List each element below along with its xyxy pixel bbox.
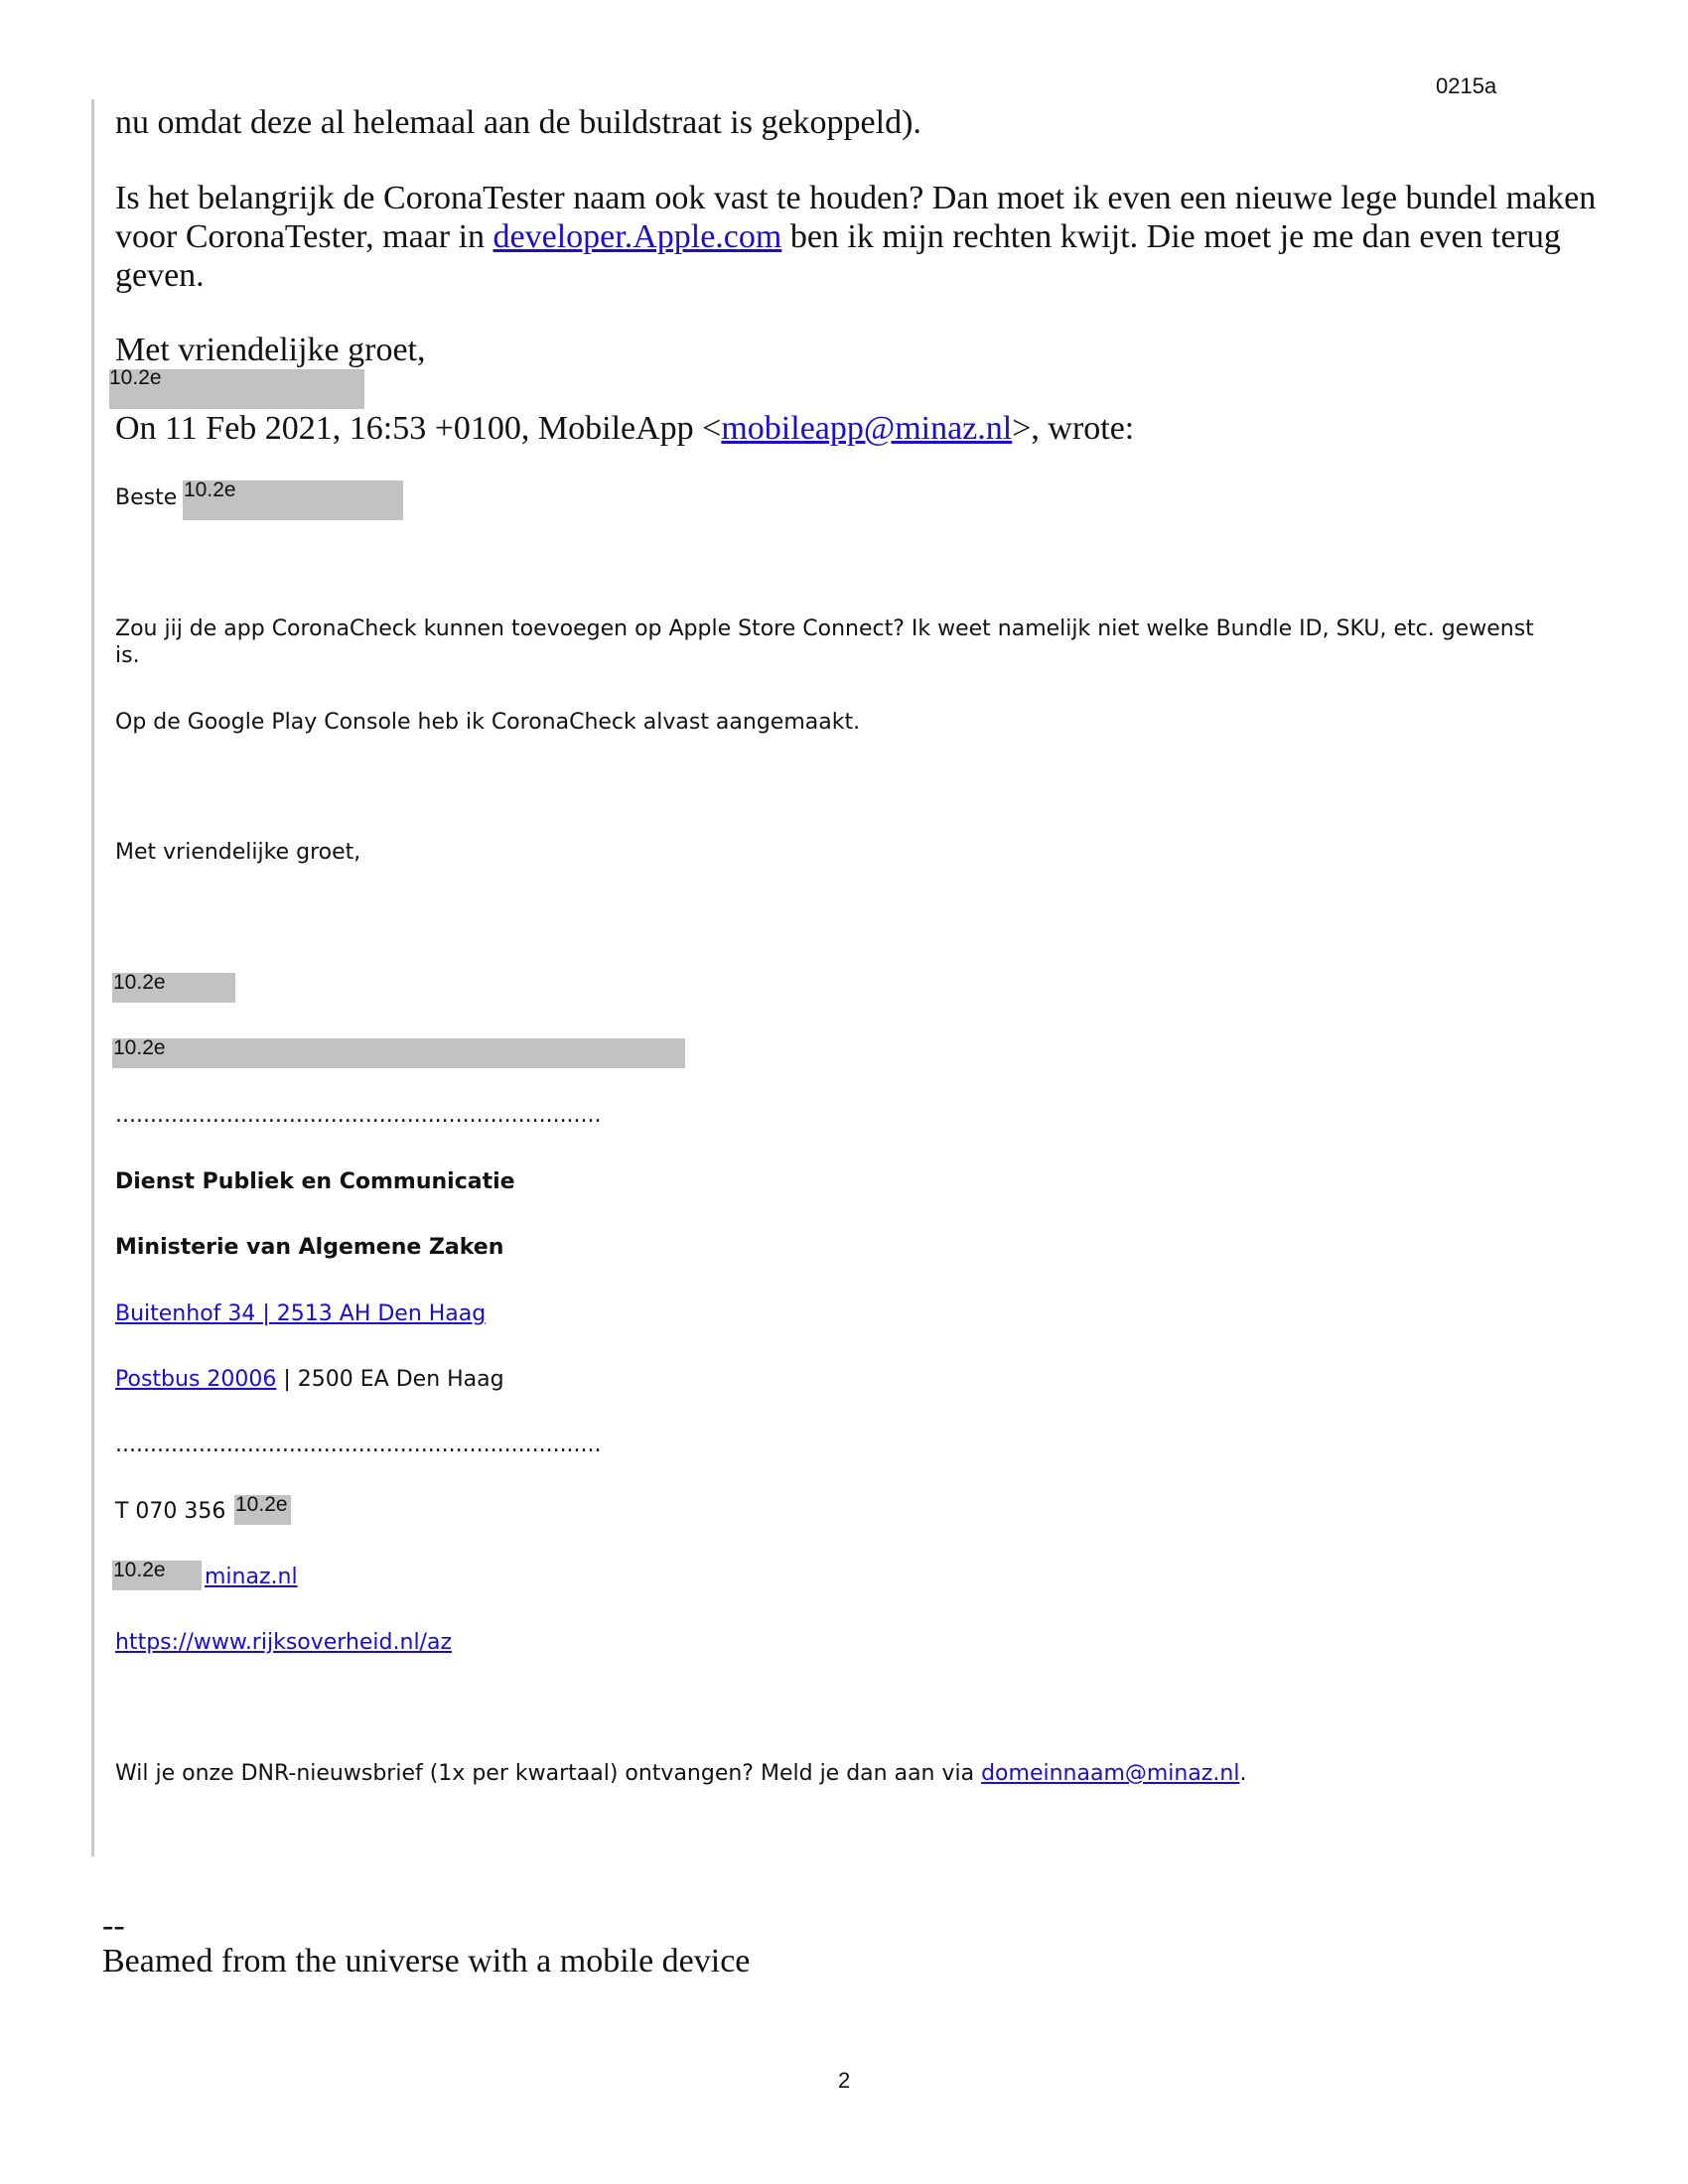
mobileapp-email-link[interactable]: mobileapp@minaz.nl (721, 410, 1013, 447)
reply-text: voor CoronaTester, maar in (115, 218, 493, 255)
postbus-link[interactable]: Postbus 20006 (115, 1367, 277, 1392)
newsletter-email-link[interactable]: domeinnaam@minaz.nl (981, 1761, 1240, 1786)
postbus-line (115, 1366, 504, 1394)
redaction-label: 10.2e (184, 478, 236, 501)
signature-separator: ...................................................................... (115, 1103, 602, 1128)
address-line (115, 1300, 486, 1328)
ministry-name: Ministerie van Algemene Zaken (115, 1235, 504, 1260)
quote-header-text: >, wrote: (1012, 410, 1135, 447)
phone-number: T 070 356 (115, 1499, 226, 1524)
newsletter-text: Wil je onze DNR-nieuwsbrief (1x per kwartaal) ontvangen? Meld je dan aan via (115, 1761, 982, 1786)
website-line (115, 1629, 452, 1657)
redaction-label: 10.2e (109, 366, 162, 389)
redaction-label: 10.2e (113, 1559, 166, 1581)
quoted-greeting: Beste (115, 485, 178, 510)
email-line (205, 1564, 298, 1591)
page-number: 2 (838, 2068, 851, 2093)
quoted-body-line-3: Op de Google Play Console heb ik CoronaCheck alvast aangemaakt. (115, 710, 861, 735)
reply-closing: Met vriendelijke groet, (115, 332, 426, 368)
rijksoverheid-link[interactable]: https://www.rijksoverheid.nl/az (115, 1630, 453, 1655)
reply-text: ben ik mijn rechten kwijt. Die moet je me dan even terug (781, 218, 1561, 255)
quoted-body-line-2: is. (115, 643, 140, 668)
signature-dashes: -- (102, 1907, 125, 1944)
developer-apple-link[interactable]: developer.Apple.com (492, 218, 782, 255)
redaction-label: 10.2e (235, 1493, 288, 1516)
quote-header-text: On 11 Feb 2021, 16:53 +0100, MobileApp < (115, 410, 722, 447)
redaction-label: 10.2e (113, 1036, 166, 1059)
reply-paragraph-line-3: geven. (115, 257, 205, 294)
reply-paragraph-line-2 (115, 217, 1561, 256)
reply-line-1: nu omdat deze al helemaal aan de buildstraat is gekoppeld). (115, 104, 921, 141)
document-code: 0215a (1436, 73, 1497, 98)
minaz-email-link[interactable]: minaz.nl (205, 1565, 298, 1589)
quoted-closing: Met vriendelijke groet, (115, 840, 361, 865)
newsletter-line (115, 1760, 1246, 1788)
signature-separator: ...................................................................... (115, 1433, 602, 1457)
quoted-body-line-1: Zou jij de app CoronaCheck kunnen toevoegen op Apple Store Connect? Ik weet namelijk niet welke Bundle ID, SKU, etc. gewenst (115, 616, 1534, 641)
quote-header (115, 409, 1134, 448)
quote-bar (91, 99, 94, 1856)
postbus-text: | 2500 EA Den Haag (276, 1367, 504, 1392)
address-link[interactable]: Buitenhof 34 | 2513 AH Den Haag (115, 1301, 487, 1326)
redaction-box (112, 1038, 685, 1068)
reply-paragraph-line-1: Is het belangrijk de CoronaTester naam ook vast te houden? Dan moet ik even een nieuwe lege bundel maken (115, 180, 1597, 216)
mobile-signature: Beamed from the universe with a mobile device (102, 1943, 751, 1979)
department-name: Dienst Publiek en Communicatie (115, 1169, 515, 1194)
redaction-label: 10.2e (113, 971, 166, 994)
newsletter-text: . (1239, 1761, 1247, 1786)
